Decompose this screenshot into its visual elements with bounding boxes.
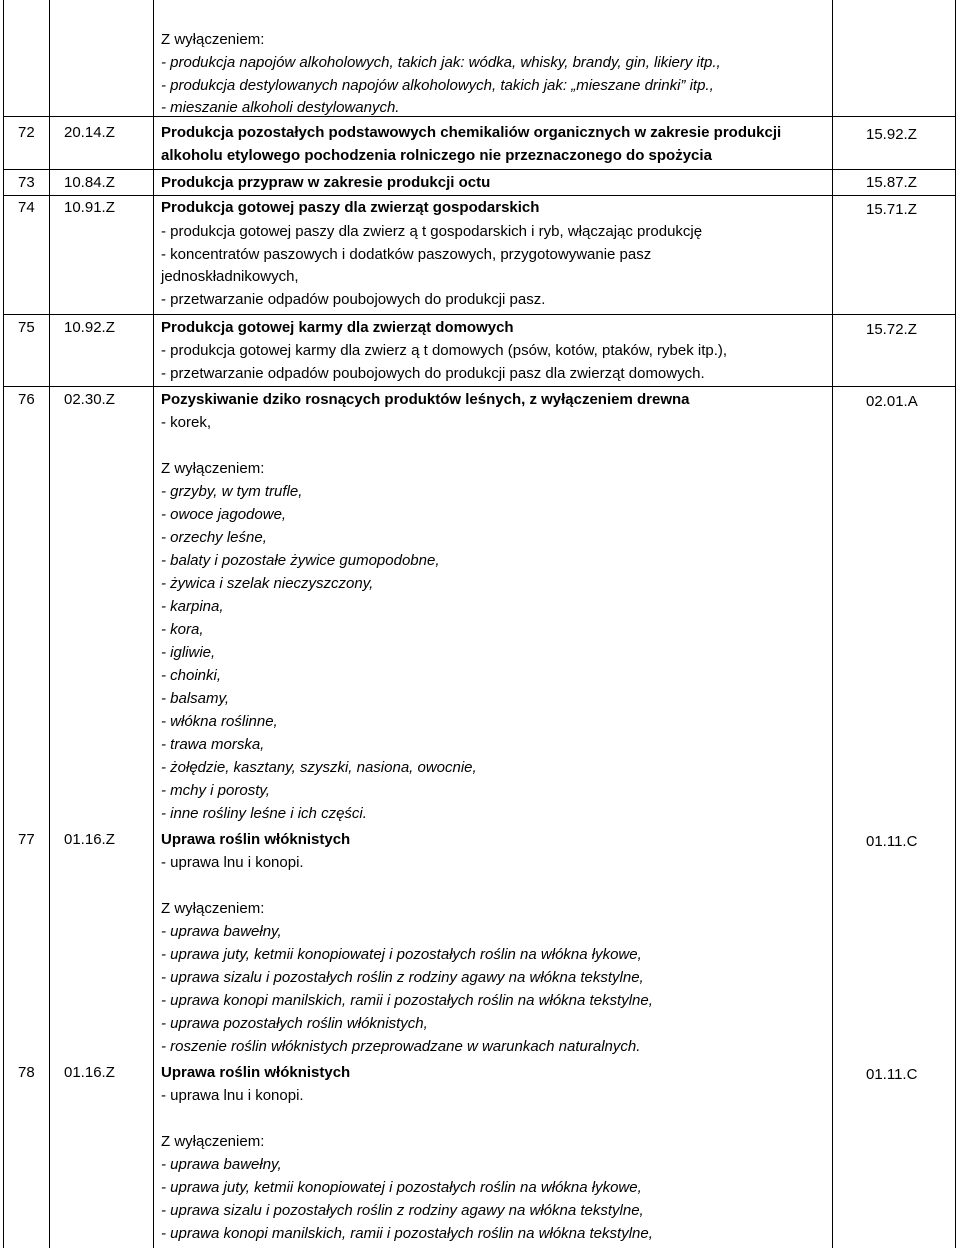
exclusion-item: - włókna roślinne, [161,713,278,730]
exclusion-item: - uprawa konopi manilskich, ramii i pozostałych roślin na włókna tekstylne, [161,992,653,1009]
exclusion-item: - mchy i porosty, [161,782,270,799]
pkd-code: 02.01.A [866,393,918,410]
activity-item: - produkcja gotowej karmy dla zwierz ą t domowych (psów, kotów, ptaków, rybek itp.), [161,342,728,359]
pkd-code: 01.11.C [866,1066,918,1083]
activity-code: 10.91.Z [64,199,115,216]
activity-title: Produkcja gotowej paszy dla zwierząt gospodarskich [161,199,540,216]
activity-code: 02.30.Z [64,391,115,408]
exclusion-item: - uprawa juty, ketmii konopiowatej i pozostałych roślin na włókna łykowe, [161,1179,642,1196]
exclusion-item: - balaty i pozostałe żywice gumopodobne, [161,552,440,569]
pkd-code: 15.71.Z [866,201,917,218]
exclusion-item: - uprawa sizalu i pozostałych roślin z rodziny agawy na włókna tekstylne, [161,969,644,986]
exclusion-item: - uprawa bawełny, [161,923,282,940]
activity-code: 20.14.Z [64,124,115,141]
exclusion-item: - orzechy leśne, [161,529,267,546]
exclusion-item: - żołędzie, kasztany, szyszki, nasiona, owocnie, [161,759,477,776]
activity-item: - uprawa lnu i konopi. [161,854,304,871]
exclusion-item: - karpina, [161,598,224,615]
activity-item: - uprawa lnu i konopi. [161,1087,304,1104]
activity-item: - koncentratów paszowych i dodatków paszowych, przygotowywanie pasz [161,246,652,263]
exclusion-item: - kora, [161,621,204,638]
row-number: 76 [18,391,35,408]
activity-item: - przetwarzanie odpadów poubojowych do produkcji pasz dla zwierząt domowych. [161,365,705,382]
column-divider-pkd [832,0,833,1248]
row-separator [3,314,956,315]
activity-title: Produkcja pozostałych podstawowych chemikaliów organicznych w zakresie produkcji [161,124,782,141]
pkd-code: 01.11.C [866,833,918,850]
exclusion-heading: Z wyłączeniem: [161,460,265,477]
row-number: 75 [18,319,35,336]
row-number: 72 [18,124,35,141]
activity-item: jednoskładnikowych, [161,268,299,285]
exclusion-item: - trawa morska, [161,736,265,753]
column-divider-code [153,0,154,1248]
exclusion-item: - owoce jagodowe, [161,506,287,523]
exclusion-item: - grzyby, w tym trufle, [161,483,303,500]
table-border-right [955,0,956,1248]
row-separator [3,169,956,170]
exclusion-item: - balsamy, [161,690,230,707]
row-number: 77 [18,831,35,848]
pkd-code: 15.92.Z [866,126,917,143]
exclusion-item: - produkcja destylowanych napojów alkoholowych, takich jak: „mieszane drinki” itp., [161,77,714,94]
exclusion-item: - uprawa konopi manilskich, ramii i pozostałych roślin na włókna tekstylne, [161,1225,653,1242]
exclusion-item: - uprawa bawełny, [161,1156,282,1173]
row-separator [3,116,956,117]
exclusion-item: - produkcja napojów alkoholowych, takich jak: wódka, whisky, brandy, gin, likiery itp., [161,54,721,71]
exclusion-item: - uprawa pozostałych roślin włóknistych, [161,1015,428,1032]
row-number: 78 [18,1064,35,1081]
activity-item: - korek, [161,414,212,431]
activity-title: Uprawa roślin włóknistych [161,1064,351,1081]
row-separator [3,195,956,196]
exclusion-heading: Z wyłączeniem: [161,1133,265,1150]
exclusion-heading: Z wyłączeniem: [161,900,265,917]
exclusion-item: - uprawa sizalu i pozostałych roślin z rodziny agawy na włókna tekstylne, [161,1202,644,1219]
column-divider-number [49,0,50,1248]
exclusion-item: - uprawa juty, ketmii konopiowatej i pozostałych roślin na włókna łykowe, [161,946,642,963]
pkd-code: 15.87.Z [866,174,917,191]
pkd-code: 15.72.Z [866,321,917,338]
exclusion-item: - igliwie, [161,644,216,661]
exclusion-item: - mieszanie alkoholi destylowanych. [161,99,400,116]
row-number: 73 [18,174,35,191]
exclusion-item: - choinki, [161,667,222,684]
activity-code: 01.16.Z [64,831,115,848]
row-separator [3,386,956,387]
exclusion-heading: Z wyłączeniem: [161,31,265,48]
activity-title: Produkcja gotowej karmy dla zwierząt domowych [161,319,514,336]
activity-title: Produkcja przypraw w zakresie produkcji octu [161,174,491,191]
exclusion-item: - inne rośliny leśne i ich części. [161,805,367,822]
activity-title: Uprawa roślin włóknistych [161,831,351,848]
activity-item: - produkcja gotowej paszy dla zwierz ą t gospodarskich i ryb, włączając produkcję [161,223,703,240]
exclusion-item: - żywica i szelak nieczyszczony, [161,575,374,592]
exclusion-item: - roszenie roślin włóknistych przeprowadzane w warunkach naturalnych. [161,1038,641,1055]
table-border-left [3,0,4,1248]
activity-item: - przetwarzanie odpadów poubojowych do produkcji pasz. [161,291,546,308]
activity-code: 10.84.Z [64,174,115,191]
row-number: 74 [18,199,35,216]
activity-title: alkoholu etylowego pochodzenia rolniczego nie przeznaczonego do spożycia [161,147,712,164]
activity-code: 01.16.Z [64,1064,115,1081]
activity-title: Pozyskiwanie dziko rosnących produktów leśnych, z wyłączeniem drewna [161,391,690,408]
activity-code: 10.92.Z [64,319,115,336]
